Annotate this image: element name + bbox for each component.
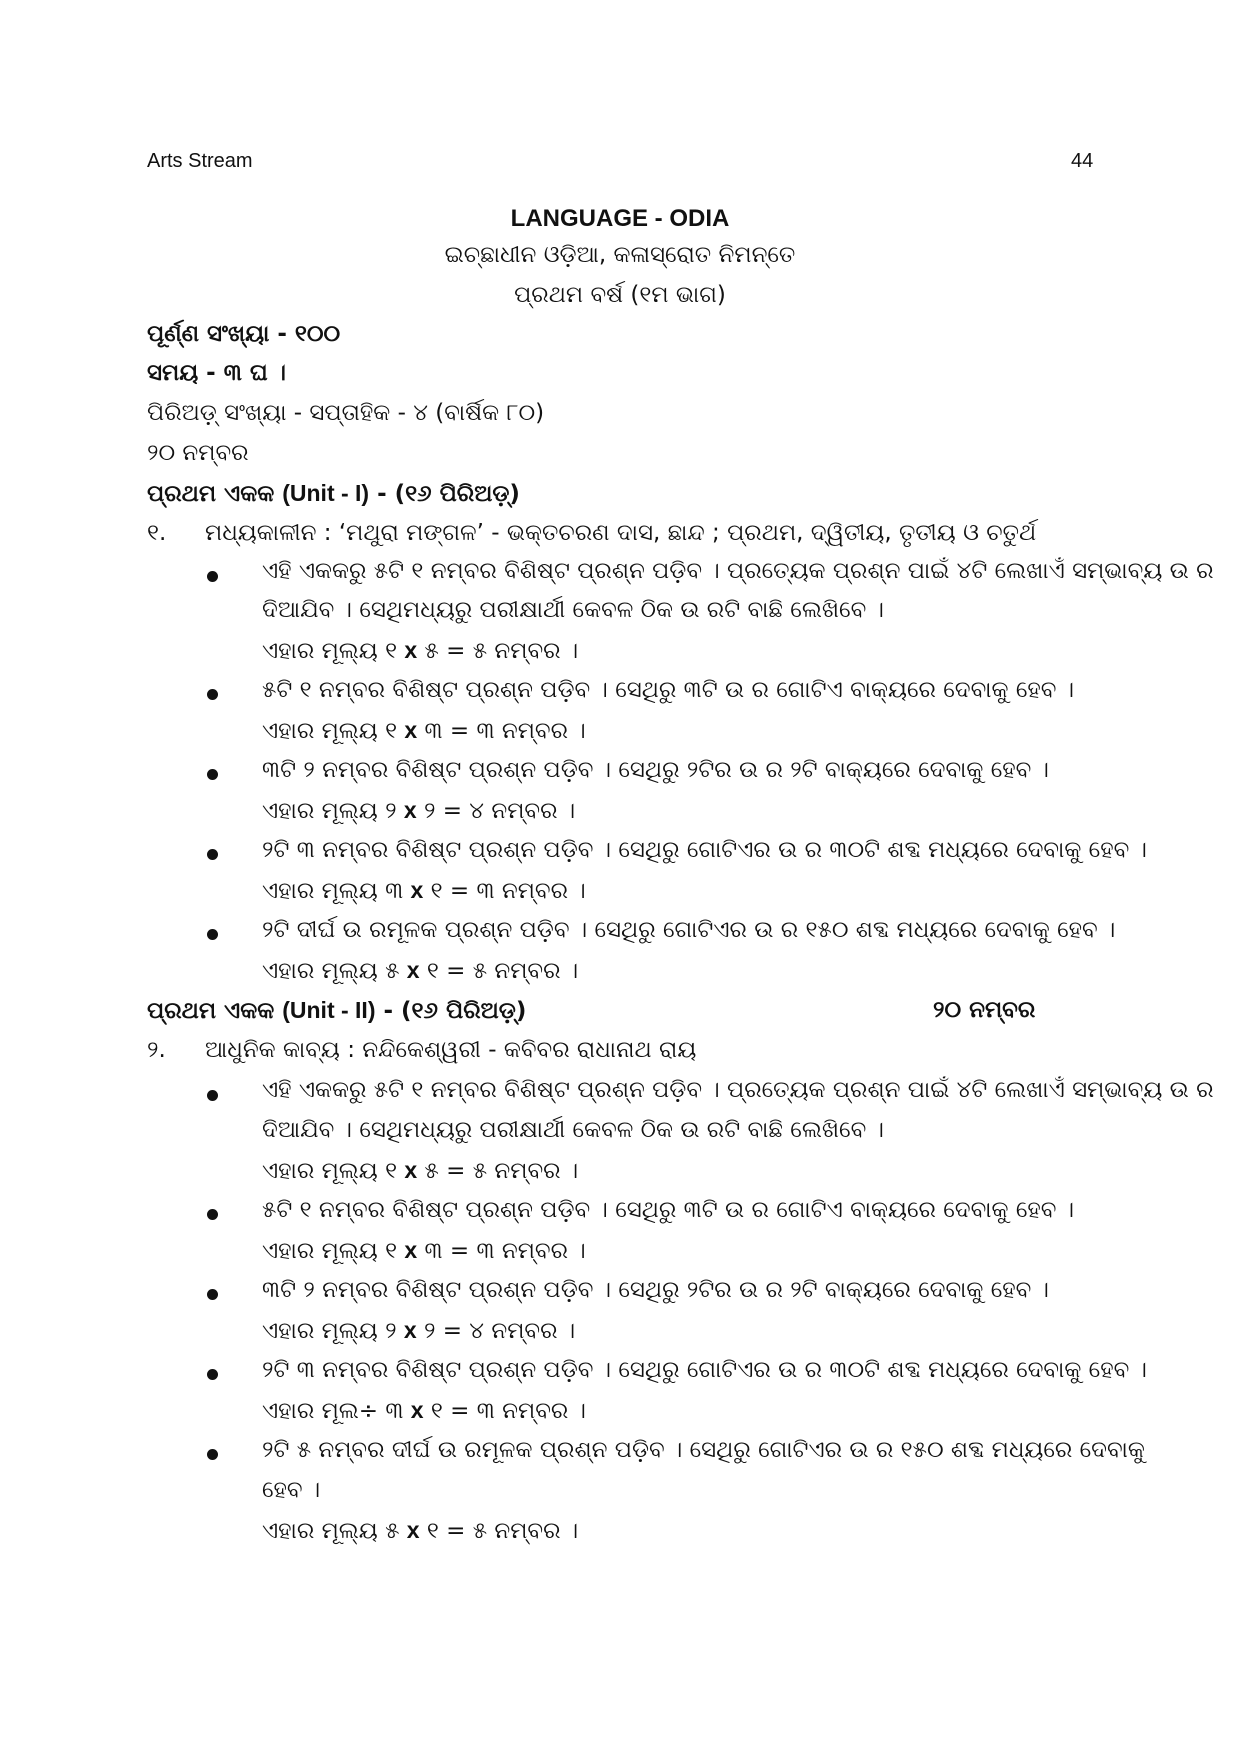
unit-2-bullet-1-value [262, 1157, 578, 1184]
unit-1-bullet-2-line-1: ୫ଟି ୧ ନମ୍ବର ବିଶିଷ୍ଟ ପ୍ରଶ୍ନ ପଡ଼ିବ । ସେଥିରୁ ୩ଟି ଉ ର ଗୋଟିଏ ବାକ୍ୟରେ ଦେବାକୁ ହେବ । [262, 677, 1075, 703]
bullet-icon [207, 849, 218, 860]
unit-2-bullet-1-line-2: ଦିଆଯିବ । ସେଥିମଧ୍ୟରୁ ପରୀକ୍ଷାର୍ଥୀ କେବଳ ଠିକ ଉ ରଟି ବାଛି ଲେଖିବେ । [262, 1117, 884, 1143]
unit-2-bullet-4-value [262, 1397, 586, 1424]
bullet-icon [207, 1449, 218, 1460]
unit-2-bullet-1-line-1: ଏହି ଏକକରୁ ୫ଟି ୧ ନମ୍ବର ବିଶିଷ୍ଟ ପ୍ରଶ୍ନ ପଡ଼ିବ । ପ୍ରତ୍ୟେକ ପ୍ରଶ୍ନ ପାଇଁ ୪ଟି ଲେଖାଏଁ ସମ୍ଭାବ୍ୟ ଉ ର [262, 1077, 1214, 1103]
subtitle-line-2: ପ୍ରଥମ ବର୍ଷ (୧ମ ଭାଗ) [514, 282, 726, 308]
unit-2-bullet-2-value [262, 1237, 586, 1264]
value-prefix: ଏହାର ମୂଲ୍ୟ ୫ [262, 1518, 407, 1544]
unit-2-heading-en: (Unit - II) [282, 997, 376, 1023]
unit-2-heading [147, 997, 526, 1024]
unit-1-bullet-2-value [262, 717, 586, 744]
multiply-sign: x [403, 797, 417, 823]
unit-1-bullet-1-line-2: ଦିଆଯିବ । ସେଥିମଧ୍ୟରୁ ପରୀକ୍ଷାର୍ଥୀ କେବଳ ଠିକ ଉ ରଟି ବାଛି ଲେଖିବେ । [262, 597, 884, 623]
value-suffix: ୩ = ୩ ନମ୍ବର । [417, 718, 586, 744]
section-marks: ୨୦ ନମ୍ବର [147, 440, 249, 466]
unit-1-heading [147, 480, 520, 507]
unit-1-bullet-1-line-1: ଏହି ଏକକରୁ ୫ଟି ୧ ନମ୍ବର ବିଶିଷ୍ଟ ପ୍ରଶ୍ନ ପଡ଼ିବ । ପ୍ରତ୍ୟେକ ପ୍ରଶ୍ନ ପାଇଁ ୪ଟି ଲେଖାଏଁ ସମ୍ଭାବ୍ୟ ଉ ର [262, 558, 1214, 584]
bullet-icon [207, 1209, 218, 1220]
value-suffix: ୩ = ୩ ନମ୍ବର । [417, 1238, 586, 1264]
bullet-icon [207, 1369, 218, 1380]
multiply-sign: x [404, 1157, 418, 1183]
value-suffix: ୨ = ୪ ନମ୍ବର । [416, 1318, 576, 1344]
unit-2-bullet-5-line-2: ହେବ । [262, 1477, 321, 1503]
unit-1-heading-periods: - (୧୬ ପିରିଅଡ଼୍) [369, 481, 520, 507]
unit-1-bullet-3-value [262, 797, 575, 824]
unit-2-bullet-5-line-1: ୨ଟି ୫ ନମ୍ବର ଦୀର୍ଘ ଉ ରମୂଳକ ପ୍ରଶ୍ନ ପଡ଼ିବ । ସେଥିରୁ ଗୋଟିଏର ଉ ର ୧୫୦ ଶବ୍ଦ ମଧ୍ୟରେ ଦେବାକୁ [262, 1437, 1145, 1463]
unit-1-bullet-5-line-1: ୨ଟି ଦୀର୍ଘ ଉ ରମୂଳକ ପ୍ରଶ୍ନ ପଡ଼ିବ । ସେଥିରୁ ଗୋଟିଏର ଉ ର ୧୫୦ ଶବ୍ଦ ମଧ୍ୟରେ ଦେବାକୁ ହେବ । [262, 917, 1116, 943]
unit-1-bullet-5-value [262, 957, 578, 984]
value-prefix: ଏହାର ମୂଲ୍ୟ ୨ [262, 798, 404, 824]
value-suffix: ୧ = ୩ ନମ୍ବର । [423, 878, 586, 904]
value-suffix: ୫ = ୫ ନମ୍ବର । [417, 1158, 579, 1184]
value-prefix: ଏହାର ମୂଲ୍ୟ ୩ [262, 878, 411, 904]
value-suffix: ୧ = ୩ ନମ୍ବର । [423, 1398, 586, 1424]
value-prefix: ଏହାର ମୂଲ୍ୟ ୧ [262, 1238, 405, 1264]
multiply-sign: x [403, 1317, 417, 1343]
multiply-sign: x [410, 1397, 424, 1423]
value-prefix: ଏହାର ମୂଲ୍ୟ ୧ [262, 638, 405, 664]
unit-2-bullet-3-value [262, 1317, 575, 1344]
unit-2-item-number: ୨. [147, 1037, 166, 1063]
bullet-icon [207, 1289, 218, 1300]
bullet-icon [207, 1090, 218, 1101]
multiply-sign: x [404, 717, 418, 743]
unit-2-item-text: ଆଧୁନିକ କାବ୍ୟ : ନନ୍ଦିକେଶ୍ୱରୀ - କବିବର ରାଧାନାଥ ରାୟ [205, 1037, 697, 1063]
unit-1-heading-odia: ପ୍ରଥମ ଏକକ [147, 481, 283, 507]
multiply-sign: x [404, 637, 418, 663]
unit-2-bullet-4-line-1: ୨ଟି ୩ ନମ୍ବର ବିଶିଷ୍ଟ ପ୍ରଶ୍ନ ପଡ଼ିବ । ସେଥିରୁ ଗୋଟିଏର ଉ ର ୩୦ଟି ଶବ୍ଦ ମଧ୍ୟରେ ଦେବାକୁ ହେବ । [262, 1357, 1147, 1383]
multiply-sign: x [410, 877, 424, 903]
unit-2-bullet-3-line-1: ୩ଟି ୨ ନମ୍ବର ବିଶିଷ୍ଟ ପ୍ରଶ୍ନ ପଡ଼ିବ । ସେଥିରୁ ୨ଟିର ଉ ର ୨ଟି ବାକ୍ୟରେ ଦେବାକୁ ହେବ । [262, 1277, 1049, 1303]
header-stream: Arts Stream [147, 150, 253, 172]
full-marks: ପୂର୍ଣ୍ଣ ସଂଖ୍ୟା - ୧୦୦ [147, 321, 341, 347]
unit-1-bullet-3-line-1: ୩ଟି ୨ ନମ୍ବର ବିଶିଷ୍ଟ ପ୍ରଶ୍ନ ପଡ଼ିବ । ସେଥିରୁ ୨ଟିର ଉ ର ୨ଟି ବାକ୍ୟରେ ଦେବାକୁ ହେବ । [262, 757, 1049, 783]
unit-1-item-text: ମଧ୍ୟକାଳୀନ : ‘ମଥୁରା ମଙ୍ଗଳ’ - ଭକ୍ତଚରଣ ଦାସ, ଛାନ୍ଦ ; ପ୍ରଥମ, ଦ୍ୱିତୀୟ, ତୃତୀୟ ଓ ଚତୁର୍ଥ [205, 520, 1037, 546]
unit-2-bullet-5-value [262, 1517, 578, 1544]
exam-time: ସମୟ - ୩ ଘ । [147, 360, 287, 386]
subtitle-line-1: ଇଚ୍ଛାଧୀନ ଓଡ଼ିଆ, କଳାସ୍ରୋତ ନିମନ୍ତେ [444, 242, 796, 268]
page-title: LANGUAGE - ODIA [510, 205, 730, 232]
bullet-icon [207, 769, 218, 780]
value-suffix: ୧ = ୫ ନମ୍ବର । [419, 1518, 579, 1544]
value-prefix: ଏହାର ମୂଲ୍ୟ ୧ [262, 718, 405, 744]
value-prefix: ଏହାର ମୂଲ÷ ୩ [262, 1398, 411, 1424]
bullet-icon [207, 689, 218, 700]
value-prefix: ଏହାର ମୂଲ୍ୟ ୫ [262, 958, 407, 984]
unit-2-heading-odia: ପ୍ରଥମ ଏକକ [147, 998, 283, 1024]
unit-2-heading-periods: - (୧୬ ପିରିଅଡ଼୍) [375, 998, 527, 1024]
bullet-icon [207, 929, 218, 940]
multiply-sign: x [406, 1517, 420, 1543]
unit-1-bullet-4-value [262, 877, 586, 904]
page-number: 44 [1071, 150, 1094, 172]
value-suffix: ୧ = ୫ ନମ୍ବର । [419, 958, 579, 984]
multiply-sign: x [404, 1237, 418, 1263]
value-prefix: ଏହାର ମୂଲ୍ୟ ୨ [262, 1318, 404, 1344]
unit-2-marks: ୨୦ ନମ୍ବର [933, 997, 1036, 1023]
value-prefix: ଏହାର ମୂଲ୍ୟ ୧ [262, 1158, 405, 1184]
period-count: ପିରିଅଡ଼୍ ସଂଖ୍ୟା - ସପ୍ତାହିକ - ୪ (ବାର୍ଷିକ ୮୦) [147, 400, 545, 426]
value-suffix: ୨ = ୪ ନମ୍ବର । [416, 798, 576, 824]
bullet-icon [207, 571, 218, 582]
unit-2-bullet-2-line-1: ୫ଟି ୧ ନମ୍ବର ବିଶିଷ୍ଟ ପ୍ରଶ୍ନ ପଡ଼ିବ । ସେଥିରୁ ୩ଟି ଉ ର ଗୋଟିଏ ବାକ୍ୟରେ ଦେବାକୁ ହେବ । [262, 1197, 1075, 1223]
unit-1-item-number: ୧. [147, 520, 167, 546]
value-suffix: ୫ = ୫ ନମ୍ବର । [417, 638, 579, 664]
unit-1-bullet-1-value [262, 637, 578, 664]
multiply-sign: x [406, 957, 420, 983]
unit-1-heading-en: (Unit - I) [282, 480, 370, 506]
unit-1-bullet-4-line-1: ୨ଟି ୩ ନମ୍ବର ବିଶିଷ୍ଟ ପ୍ରଶ୍ନ ପଡ଼ିବ । ସେଥିରୁ ଗୋଟିଏର ଉ ର ୩୦ଟି ଶବ୍ଦ ମଧ୍ୟରେ ଦେବାକୁ ହେବ । [262, 837, 1147, 863]
